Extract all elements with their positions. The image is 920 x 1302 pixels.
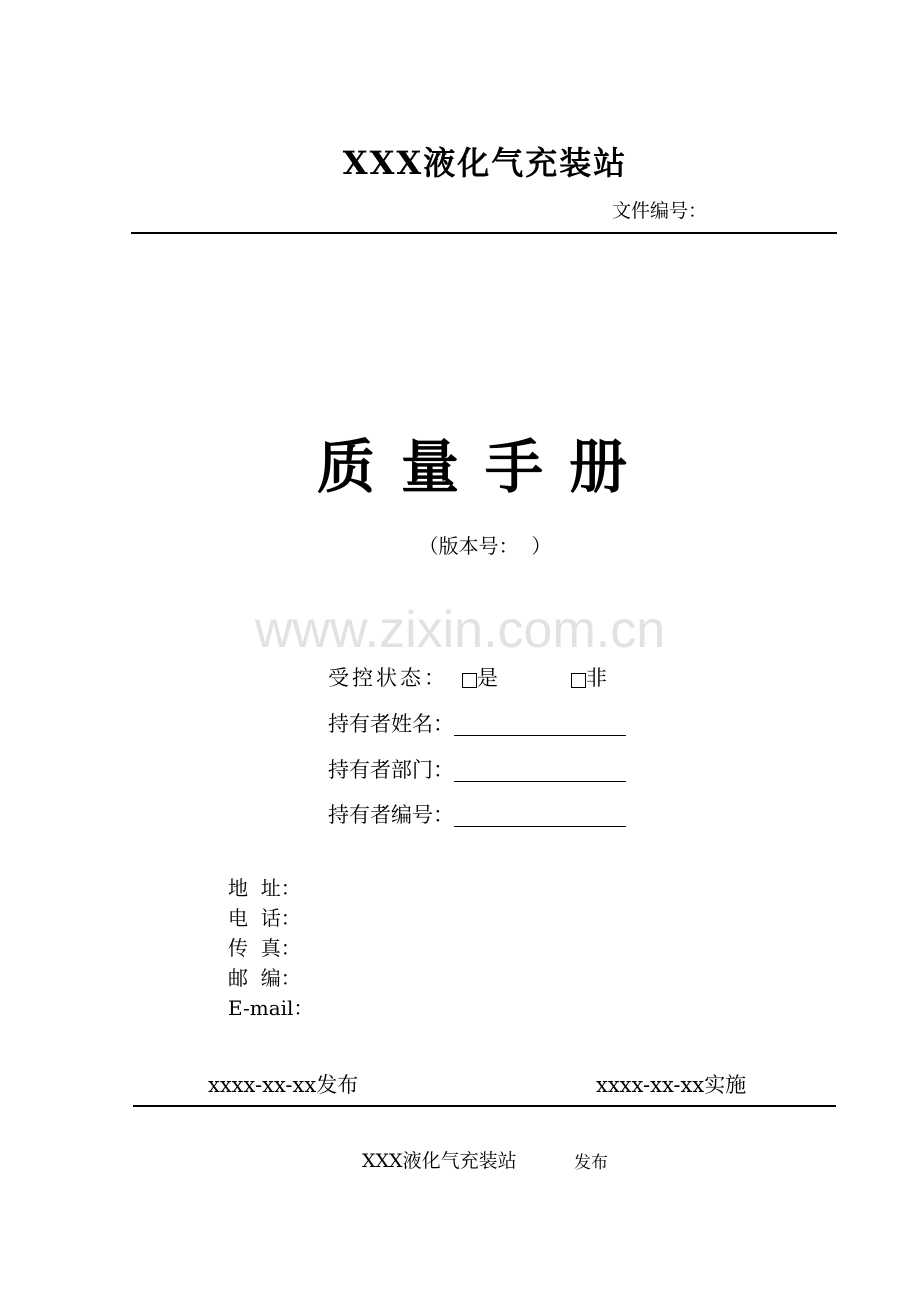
fax-label: 传 真： bbox=[228, 936, 301, 960]
watermark: www.zixin.com.cn bbox=[254, 601, 666, 659]
control-status-label: 受控状态： bbox=[328, 666, 448, 690]
page-title: 质量手册 bbox=[316, 433, 653, 501]
top-divider bbox=[131, 232, 837, 234]
phone-label: 电 话： bbox=[228, 906, 301, 930]
effective-date: xxxx-xx-xx实施 bbox=[596, 1073, 747, 1097]
holder-dept-label: 持有者部门： bbox=[328, 758, 454, 782]
footer-publish: 发布 bbox=[574, 1153, 608, 1173]
holder-name-label: 持有者姓名： bbox=[328, 712, 454, 736]
holder-name-field[interactable] bbox=[454, 735, 626, 736]
company-title: XXX液化气充装站 bbox=[342, 144, 628, 182]
control-status-row bbox=[328, 662, 610, 692]
holder-dept-field[interactable] bbox=[454, 781, 626, 782]
option-no-label: 非 bbox=[586, 666, 610, 690]
holder-number-row bbox=[328, 799, 626, 829]
holder-number-label: 持有者编号： bbox=[328, 803, 454, 827]
checkbox-yes[interactable] bbox=[462, 673, 477, 688]
holder-number-field[interactable] bbox=[454, 826, 626, 827]
holder-dept-row bbox=[328, 754, 626, 784]
checkbox-no[interactable] bbox=[571, 673, 586, 688]
version-number: （版本号： ） bbox=[418, 534, 552, 558]
holder-name-row bbox=[328, 708, 626, 738]
option-yes-label: 是 bbox=[477, 666, 501, 690]
email-label: E-mail： bbox=[228, 996, 314, 1020]
bottom-divider bbox=[133, 1105, 836, 1107]
document-number-label: 文件编号： bbox=[612, 200, 708, 222]
footer-company: XXX液化气充装站 bbox=[362, 1150, 517, 1172]
issue-date: xxxx-xx-xx发布 bbox=[208, 1073, 359, 1097]
postcode-label: 邮 编： bbox=[228, 966, 301, 990]
address-label: 地 址： bbox=[228, 876, 301, 900]
